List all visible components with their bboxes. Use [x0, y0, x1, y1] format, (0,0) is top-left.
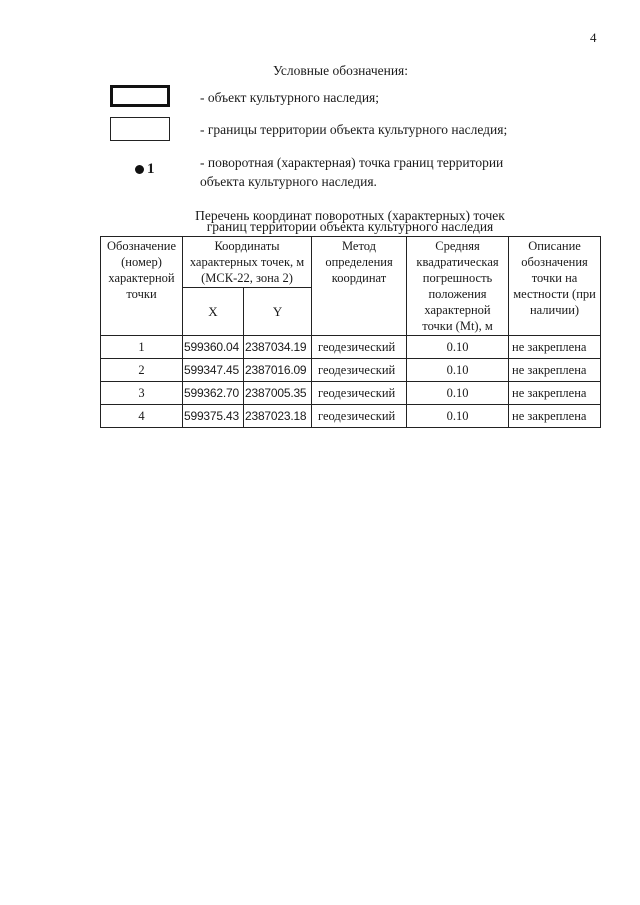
header-coordinates: Координаты характерных точек, м (МСК-22, зона 2)	[183, 237, 312, 288]
table-row	[101, 382, 601, 405]
cell-description: не закреплена	[509, 405, 601, 428]
cell-y: 2387016.09	[244, 359, 312, 382]
header-designation: Обозначение (номер) характерной точки	[101, 237, 183, 336]
turning-point-symbol	[135, 161, 155, 178]
table-title	[100, 210, 600, 232]
cell-number: 2	[101, 359, 183, 382]
header-description: Описание обозначения точки на местности (при наличии)	[509, 237, 601, 336]
cell-x: 599362.70	[183, 382, 244, 405]
cell-number: 1	[101, 336, 183, 359]
table-title-line1: Перечень координат поворотных (характерных) точек	[195, 208, 505, 223]
cell-x: 599347.45	[183, 359, 244, 382]
legend-item-text: - объект культурного наследия;	[200, 90, 380, 105]
cell-y: 2387005.35	[244, 382, 312, 405]
legend-item-text-line1: - поворотная (характерная) точка границ территории	[200, 155, 504, 170]
cell-error: 0.10	[407, 336, 509, 359]
header-method: Метод определения координат	[312, 237, 407, 336]
header-y: Y	[244, 288, 312, 336]
cell-number: 4	[101, 405, 183, 428]
cell-description: не закреплена	[509, 336, 601, 359]
legend-item-text: - границы территории объекта культурного наследия;	[200, 122, 508, 137]
thick-rectangle-symbol	[110, 85, 170, 107]
cell-method: геодезический	[312, 336, 407, 359]
header-x: X	[183, 288, 244, 336]
coordinates-table	[100, 236, 601, 428]
thin-rectangle-symbol	[110, 117, 170, 141]
page-number: 4	[590, 30, 597, 45]
table-title-line2: границ территории объекта культурного наследия	[206, 219, 494, 234]
cell-y: 2387023.18	[244, 405, 312, 428]
legend-item-text-line2: объекта культурного наследия.	[200, 174, 377, 189]
cell-error: 0.10	[407, 382, 509, 405]
cell-method: геодезический	[312, 382, 407, 405]
cell-number: 3	[101, 382, 183, 405]
table-row	[101, 359, 601, 382]
cell-description: не закреплена	[509, 359, 601, 382]
cell-method: геодезический	[312, 405, 407, 428]
black-dot-icon	[135, 165, 144, 174]
point-label: 1	[147, 161, 155, 178]
cell-x: 599375.43	[183, 405, 244, 428]
legend-title: Условные обозначения:	[273, 63, 409, 78]
cell-x: 599360.04	[183, 336, 244, 359]
cell-description: не закреплена	[509, 382, 601, 405]
header-error: Средняя квадратическая погрешность положения характерной точки (Mt), м	[407, 237, 509, 336]
table-row	[101, 405, 601, 428]
table-row	[101, 336, 601, 359]
cell-error: 0.10	[407, 405, 509, 428]
cell-error: 0.10	[407, 359, 509, 382]
cell-method: геодезический	[312, 359, 407, 382]
cell-y: 2387034.19	[244, 336, 312, 359]
